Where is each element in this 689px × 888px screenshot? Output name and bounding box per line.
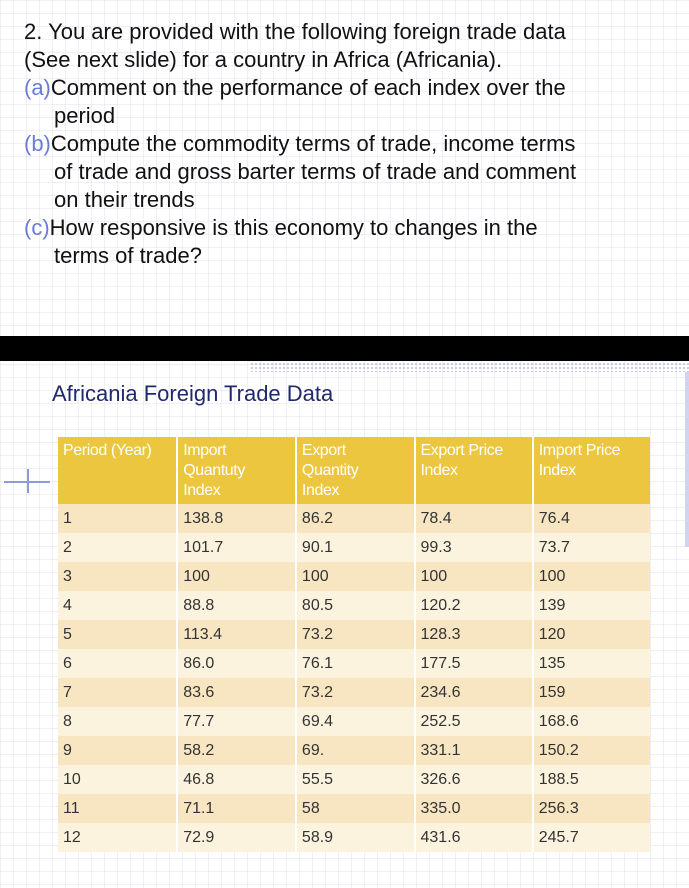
cell-period: 1 [58, 504, 177, 533]
table-row [58, 649, 650, 678]
slide-title: Africania Foreign Trade Data [52, 381, 334, 406]
cell-period: 5 [58, 620, 177, 649]
header-period: Period (Year) [58, 437, 177, 504]
part-c-line-2: terms of trade? [54, 243, 202, 268]
cell-import-price: 256.3 [533, 794, 650, 823]
cell-export-quantity: 69.4 [296, 707, 415, 736]
header-import-quantity: Import Quantuty Index [177, 437, 296, 504]
cell-import-price: 159 [533, 678, 650, 707]
cell-period: 7 [58, 678, 177, 707]
table-row [58, 736, 650, 765]
cell-export-price: 234.6 [415, 678, 533, 707]
cell-import-quantity: 58.2 [177, 736, 296, 765]
cell-export-price: 252.5 [415, 707, 533, 736]
table-header-row [58, 437, 650, 504]
table-row [58, 533, 650, 562]
question-text [24, 18, 674, 270]
crosshair-icon-vertical [27, 469, 29, 493]
cell-period: 10 [58, 765, 177, 794]
cell-import-price: 120 [533, 620, 650, 649]
cell-import-price: 76.4 [533, 504, 650, 533]
cell-import-quantity: 46.8 [177, 765, 296, 794]
cell-period: 8 [58, 707, 177, 736]
cell-export-price: 431.6 [415, 823, 533, 852]
cell-period: 12 [58, 823, 177, 852]
cell-export-price: 335.0 [415, 794, 533, 823]
cell-import-quantity: 101.7 [177, 533, 296, 562]
trade-data-table [58, 437, 650, 852]
cell-import-quantity: 83.6 [177, 678, 296, 707]
table-row [58, 707, 650, 736]
part-a-line-2: period [54, 103, 116, 128]
table-row [58, 620, 650, 649]
table-row [58, 678, 650, 707]
table-row [58, 562, 650, 591]
cell-import-price: 139 [533, 591, 650, 620]
part-b [24, 130, 674, 158]
dotted-banner [250, 362, 689, 372]
cell-period: 6 [58, 649, 177, 678]
cell-export-quantity: 90.1 [296, 533, 415, 562]
cell-export-quantity: 69. [296, 736, 415, 765]
header-import-price: Import Price Index [533, 437, 650, 504]
cell-export-quantity: 73.2 [296, 678, 415, 707]
part-a [24, 74, 674, 102]
cell-period: 4 [58, 591, 177, 620]
cell-export-quantity: 76.1 [296, 649, 415, 678]
cell-export-quantity: 73.2 [296, 620, 415, 649]
cell-import-quantity: 86.0 [177, 649, 296, 678]
cell-export-price: 177.5 [415, 649, 533, 678]
cell-period: 9 [58, 736, 177, 765]
part-a-letter: (a) [24, 75, 51, 100]
part-b-letter: (b) [24, 131, 51, 156]
cell-import-quantity: 72.9 [177, 823, 296, 852]
table-row [58, 765, 650, 794]
cell-import-quantity: 113.4 [177, 620, 296, 649]
cell-export-quantity: 100 [296, 562, 415, 591]
cell-period: 2 [58, 533, 177, 562]
table-row [58, 591, 650, 620]
table-row [58, 794, 650, 823]
question-intro-line-2: (See next slide) for a country in Africa (Africania). [24, 47, 503, 72]
part-c [24, 214, 674, 242]
cell-import-quantity: 71.1 [177, 794, 296, 823]
cell-import-price: 188.5 [533, 765, 650, 794]
part-c-line-1: How responsive is this economy to changes in the [49, 215, 538, 240]
part-a-line-1: Comment on the performance of each index over the [50, 75, 566, 100]
cell-period: 3 [58, 562, 177, 591]
cell-period: 11 [58, 794, 177, 823]
cell-export-price: 120.2 [415, 591, 533, 620]
part-b-line-1: Compute the commodity terms of trade, income terms [50, 131, 576, 156]
cell-import-price: 135 [533, 649, 650, 678]
cell-import-quantity: 77.7 [177, 707, 296, 736]
cell-export-quantity: 86.2 [296, 504, 415, 533]
header-export-price: Export Price Index [415, 437, 533, 504]
cell-import-quantity: 100 [177, 562, 296, 591]
cell-import-price: 150.2 [533, 736, 650, 765]
cell-export-quantity: 58.9 [296, 823, 415, 852]
part-b-line-3: on their trends [54, 187, 195, 212]
question-intro-line-1: 2. You are provided with the following foreign trade data [24, 19, 566, 44]
slide-divider [0, 336, 689, 361]
cell-export-price: 99.3 [415, 533, 533, 562]
cell-export-price: 78.4 [415, 504, 533, 533]
cell-export-price: 128.3 [415, 620, 533, 649]
header-export-quantity: Export Quantity Index [296, 437, 415, 504]
cell-import-quantity: 88.8 [177, 591, 296, 620]
cell-export-price: 326.6 [415, 765, 533, 794]
part-c-letter: (c) [24, 215, 50, 240]
part-b-line-2: of trade and gross barter terms of trade and comment [54, 159, 577, 184]
cell-export-price: 100 [415, 562, 533, 591]
cell-import-quantity: 138.8 [177, 504, 296, 533]
cell-import-price: 100 [533, 562, 650, 591]
slide-edge-bar [685, 372, 689, 547]
cell-import-price: 168.6 [533, 707, 650, 736]
cell-import-price: 245.7 [533, 823, 650, 852]
cell-export-quantity: 58 [296, 794, 415, 823]
cell-import-price: 73.7 [533, 533, 650, 562]
cell-export-quantity: 80.5 [296, 591, 415, 620]
cell-export-quantity: 55.5 [296, 765, 415, 794]
cell-export-price: 331.1 [415, 736, 533, 765]
table-row [58, 504, 650, 533]
table-row [58, 823, 650, 852]
